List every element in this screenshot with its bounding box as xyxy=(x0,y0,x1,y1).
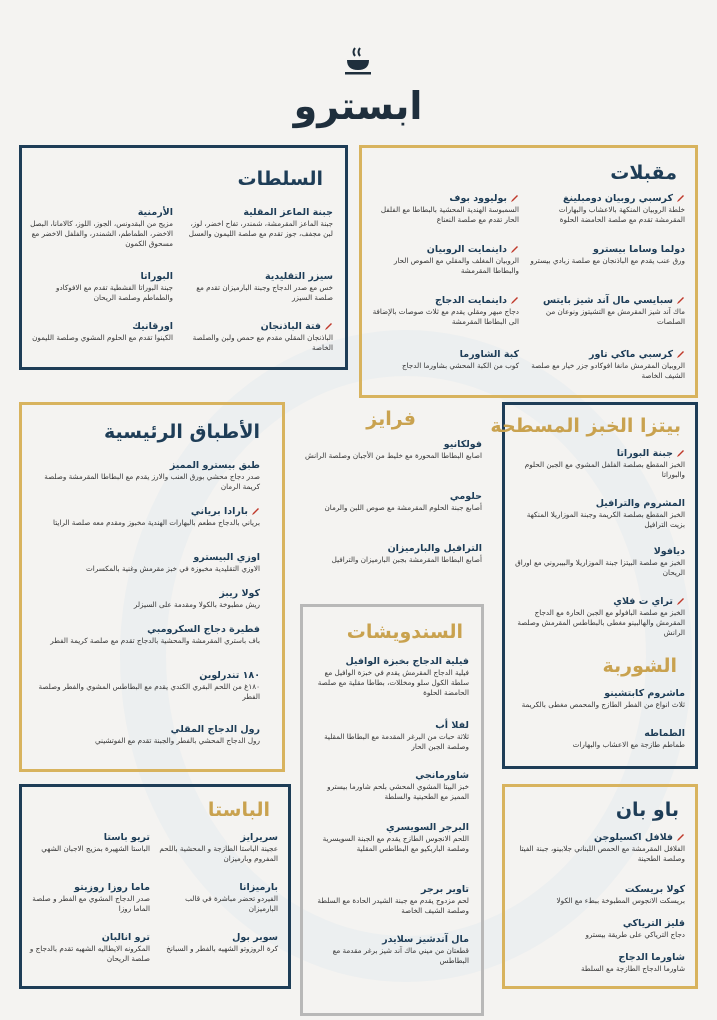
item-name-text: فلافل اكسيلوجن xyxy=(594,832,673,843)
item-desc: اصابع البطاطا المحورة مع خليط من الأجبان وصلصة الرانش xyxy=(304,451,482,460)
pencil-icon xyxy=(676,350,685,359)
menu-item xyxy=(511,883,685,906)
item-name xyxy=(511,595,685,608)
item-desc: بريسكت الانجوس المطبوخة ببطء مع الكولا xyxy=(556,896,685,905)
item-desc: الفلافل المقرمشة مع الحمص اللبناني جلابينو، جبنة الفيتا وصلصة الطحينة xyxy=(519,844,685,863)
item-name: ترو انالبان xyxy=(101,932,150,943)
menu-item xyxy=(32,505,260,528)
menu-item xyxy=(32,551,260,574)
item-desc: أصابع جبنة الحلوم المقرمشة مع صوص اللبن والرمان xyxy=(324,503,482,512)
item-desc: ماك آند شيز المقرمش مع التشيتوز ونوعان من الصلصات xyxy=(545,307,685,326)
fries-section xyxy=(294,402,494,592)
item-name: ١٨٠ تندرلوين xyxy=(199,670,260,681)
item-name: البرجر السويسري xyxy=(386,822,469,833)
item-desc: صدر الدجاج المشوي مع الفطر و صلصة الماما روزا xyxy=(32,894,150,913)
item-name-text: جبنة البوراتا xyxy=(616,448,673,459)
item-name: كولا ريبز xyxy=(219,588,260,599)
item-name: كولا بريسكت xyxy=(624,884,685,895)
pencil-icon xyxy=(251,507,260,516)
menu-item xyxy=(511,497,685,530)
brand-logo xyxy=(288,40,428,135)
menu-item xyxy=(511,727,685,750)
item-name: فيلية الدجاج بخبزة الوافيل xyxy=(345,656,469,667)
bawban-section xyxy=(502,784,698,989)
menu-item xyxy=(527,348,685,381)
item-desc: الفيردو تحضر مباشرة في قالب البارميزان xyxy=(185,894,278,913)
menu-item xyxy=(158,881,278,914)
item-name: طبق بيسترو المميز xyxy=(169,460,260,471)
item-name: الأرمنية xyxy=(137,207,173,218)
item-name: بارميزانا xyxy=(239,882,278,893)
item-desc: ١٨٠غ من اللحم البقري الكندي يقدم مع البطاطس المشوي والفطر وصلصة الفطر xyxy=(38,682,260,701)
item-desc: الخبز مع صلصة البافولو مع الجبن الحارة مع الدجاج المقرمش والهالبينو مغطى بالبطاطس المقرمش وصلصة الرانش xyxy=(517,608,685,637)
pencil-icon xyxy=(676,296,685,305)
item-name: جبنة الماعز المقلية xyxy=(243,207,333,218)
pencil-icon xyxy=(510,245,519,254)
menu-item xyxy=(511,917,685,940)
section-title: مقبلات xyxy=(610,162,677,184)
item-name: ماما روزا روزيتو xyxy=(74,882,150,893)
menu-item xyxy=(511,545,685,578)
menu-item xyxy=(158,931,278,954)
item-desc: الاوزي التقليدية مخبوزة في خبز مقرمش وغنية بالمكسرات xyxy=(86,564,260,573)
item-name-text: كرسبي روبيان دومبلينغ xyxy=(562,193,673,204)
item-desc: الخبز المقطع بصلصة الفلفل المشوي مع الجبن الحلوم والبوراتا xyxy=(524,460,685,479)
item-desc: فيلية الدجاج المقرمش يقدم في خبزة الوافيل مع سلطة الكول سلو ومخللات، بطاطا مقلية مع صلصة الحامضة الحلوة xyxy=(317,668,469,697)
item-name xyxy=(527,294,685,307)
item-desc: الروبيان المغلف والمقلي مع الصوص الحار والبطاطا المقرمشة xyxy=(393,256,519,275)
item-desc: دجاج الترياكي على طريقة بيسترو xyxy=(585,930,685,939)
pasta-section xyxy=(19,784,291,989)
item-name-text: داينمايت الروبيان xyxy=(426,244,507,255)
item-name xyxy=(367,294,519,307)
menu-item xyxy=(511,951,685,974)
item-desc: لحم مزدوج يقدم مع جبنة الشيدر الحادة مع السلطة وصلصة الشيف الخاصة xyxy=(317,896,469,915)
item-name-text: داينمايت الدجاج xyxy=(434,295,507,306)
sandwiches-section xyxy=(300,604,484,1016)
menu-item xyxy=(28,831,150,854)
pencil-icon xyxy=(676,597,685,606)
menu-item xyxy=(367,348,519,371)
menu-item xyxy=(309,883,469,916)
item-desc: دجاج مبهر ومقلي يقدم مع ثلاث صوصات بالإضافة الى البطاطا المقرمشة xyxy=(372,307,519,326)
item-desc: برياني بالدجاج مطعم بالبهارات الهندية مخبوز ومقدم معه صلصة الرايتا xyxy=(53,518,260,527)
menu-item xyxy=(28,881,150,914)
item-name: فولكانيو xyxy=(443,439,482,450)
item-name-text: تراي ت فلاي xyxy=(613,596,673,607)
menu-item xyxy=(309,821,469,854)
item-name: رول الدجاج المقلي xyxy=(170,724,260,735)
item-desc: خس مع صدر الدجاج وجبنة البارميزان تقدم مع صلصة السيزر xyxy=(196,283,333,302)
mains-section xyxy=(19,402,285,772)
item-name: تريو باستا xyxy=(103,832,150,843)
menu-item xyxy=(32,587,260,610)
item-name: حلومي xyxy=(449,491,482,502)
item-name: الطماطه xyxy=(644,728,685,739)
section-title: بيتزا الخبز المسطحة xyxy=(490,415,681,437)
item-name-text: بوليوود بوف xyxy=(449,193,507,204)
item-desc: المكرونه الايطاليه الشهيه تقدم بالدجاج و صلصة الريحان xyxy=(29,944,150,963)
item-name xyxy=(183,320,333,333)
section-title: باو بان xyxy=(615,799,679,821)
item-name: سيزر التقليدية xyxy=(264,271,333,282)
item-name xyxy=(511,447,685,460)
item-name: لفلا أب xyxy=(435,720,469,731)
menu-item xyxy=(302,542,482,565)
menu-item xyxy=(302,438,482,461)
menu-item xyxy=(158,831,278,864)
pencil-icon xyxy=(676,449,685,458)
menu-item xyxy=(511,595,685,638)
item-name xyxy=(367,192,519,205)
item-desc: الكينوا تقدم مع الحلوم المشوي وصلصة الليمون xyxy=(32,333,173,342)
menu-item xyxy=(183,320,333,353)
item-name: البوراتا xyxy=(140,271,173,282)
menu-item xyxy=(183,206,333,239)
menu-item xyxy=(32,723,260,746)
item-desc: خلطة الروبيان المنكهة بالاعشاب والبهارات المقرمشة تقدم مع صلصة الحامضة الحلوة xyxy=(558,205,685,224)
item-desc: ورق عنب يقدم مع الباذنجان مع صلصة زبادي بيسترو xyxy=(530,256,685,265)
menu-item xyxy=(309,655,469,698)
appetizers-section xyxy=(359,145,698,398)
item-name: شاورمانجي xyxy=(415,770,469,781)
pencil-icon xyxy=(324,322,333,331)
item-desc: الخبز المقطع بصلصة الكريمة وجبنة الموزاريلا المنكهة بزيت الترافيل xyxy=(526,510,685,529)
item-name: كبة الشاورما xyxy=(459,349,519,360)
item-name: اوزي البيسترو xyxy=(193,552,260,563)
item-name: قليز الترياكي xyxy=(622,918,685,929)
item-desc: كوب من الكبة المحشي بشاورما الدجاج xyxy=(401,361,519,370)
menu-item xyxy=(367,294,519,327)
menu-item xyxy=(183,270,333,303)
section-title: السلطات xyxy=(237,168,323,190)
item-desc: رول الدجاج المحشي بالفطر والجبنة تقدم مع الفوتشيني xyxy=(95,736,260,745)
item-name xyxy=(527,192,685,205)
item-name: المشروم والترافيل xyxy=(595,498,685,509)
item-desc: جبنة الماعز المقرمشة، شمندر، تفاح اخضر، لوز، لبن مجفف، جوز تقدم مع صلصة الليمون والعسل xyxy=(188,219,333,238)
menu-item xyxy=(309,719,469,752)
item-desc: الروبيان المقرمش مانغا افوكادو جزر خيار مع صلصة الشيف الخاصة xyxy=(531,361,685,380)
item-desc: أصابع البطاطا المقرمشة بجبن البارميزان والترافيل xyxy=(331,555,482,564)
menu-item xyxy=(511,687,685,710)
item-name: الترافيل والبارميزان xyxy=(387,543,482,554)
menu-item xyxy=(367,243,519,276)
menu-item xyxy=(527,243,685,266)
item-desc: ريش مطبوخة بالكولا ومقدمة على السيزلر xyxy=(133,600,260,609)
menu-item xyxy=(29,206,173,249)
item-desc: كرة الروزوتو الشهيه بالفطر و السبانخ xyxy=(166,944,278,953)
pizza-soup-section xyxy=(490,402,698,769)
item-desc: ثلاثة حبات من البرغر المقدمة مع البطاطا المقلية وصلصة الجبن الحار xyxy=(324,732,469,751)
menu-item xyxy=(28,931,150,964)
menu-item xyxy=(309,769,469,802)
item-desc: قطعتان من ميني ماك آند شيز برغر مقدمة مع البطاطس xyxy=(332,946,469,965)
menu-item xyxy=(32,669,260,702)
pencil-icon xyxy=(676,194,685,203)
coffee-cup-icon xyxy=(343,46,373,76)
item-desc: الباذنجان المقلي مقدم مع حمص ولبن والصلصة الخاصة xyxy=(192,333,333,352)
section-title: الباستا xyxy=(207,799,270,821)
menu-item xyxy=(511,447,685,480)
item-name: ديافولا xyxy=(653,546,685,557)
menu-item xyxy=(29,270,173,303)
item-desc: الخبز مع صلصة البيتزا جبنة الموزاريلا والبيبروني مع اوراق الريحان xyxy=(515,558,685,577)
item-desc: ثلاث انواع من الفطر الطازج والمحمص مغطى بالكريمة xyxy=(521,700,685,709)
item-desc: الباستا الشهيرة بمزيج الاجبان الشهي xyxy=(41,844,150,853)
item-name-text: فتة الباذنجان xyxy=(260,321,321,332)
item-name xyxy=(511,831,685,844)
menu-item xyxy=(527,192,685,225)
item-desc: عجينة الباستا الطازجة و المحشية باللحم المفروم وبارميزان xyxy=(159,844,278,863)
menu-item xyxy=(29,320,173,343)
item-name: ماشروم كابتشينو xyxy=(604,688,685,699)
brand-name: ابسترو xyxy=(293,84,423,128)
item-desc: جبنة البوراتا الفشطية تقدم مع الافوكادو والطماطم وصلصة الريحان xyxy=(55,283,173,302)
item-desc: اللحم الانجوس الطازج يقدم مع الجبنة السويسرية وصلصة الباربكيو مع البطاطس المقلية xyxy=(322,834,469,853)
pencil-icon xyxy=(676,833,685,842)
section-title: الأطباق الرئيسية xyxy=(103,421,260,443)
item-desc: طماطم طازجة مع الاعشاب والبهارات xyxy=(572,740,685,749)
pencil-icon xyxy=(510,194,519,203)
item-desc: خبز البيتا المشوي المحشي بلحم شاورما بيسترو المميز مع الطحينية والسلطة xyxy=(327,782,469,801)
menu-item xyxy=(302,490,482,513)
menu-item xyxy=(527,294,685,327)
menu-item xyxy=(32,623,260,646)
item-name: شاورما الدجاج xyxy=(618,952,685,963)
item-desc: باف باستري المقرمشة والمحشية بالدجاج تقدم مع صلصة كريمة الفطر xyxy=(50,636,260,645)
item-desc: السمبوسة الهندية المحشية بالبطاطا مع الفلفل الحار تقدم مع صلصة النعناع xyxy=(380,205,519,224)
menu-item xyxy=(309,933,469,966)
menu-item xyxy=(367,192,519,225)
menu-item xyxy=(511,831,685,864)
item-name-text: كرسبي ماكي تاور xyxy=(589,349,673,360)
item-name xyxy=(527,348,685,361)
section-title: فرايز xyxy=(366,408,416,430)
item-desc: صدر دجاج محشي بورق العنب والارز يقدم مع البطاطا المقرمشة وصلصة كريمة الرمان xyxy=(44,472,260,491)
item-desc: مزيج من البقدونس، الجوز، اللوز، كالامانا، البصل الاخضر، الطماطم، الشمندر، والفلفل الاخضر مع مسحوق الكمون xyxy=(30,219,173,248)
item-name xyxy=(32,505,260,518)
section-title: الشوربة xyxy=(602,655,677,677)
item-name: اورقانيك xyxy=(132,321,173,332)
item-name-text: بارادا برياني xyxy=(190,506,248,517)
item-name: مال آندشيز سلايدر xyxy=(382,934,469,945)
item-name: سوبر بول xyxy=(232,932,278,943)
menu-item xyxy=(32,459,260,492)
item-desc: شاورما الدجاج الطازجة مع السلطة xyxy=(580,964,685,973)
item-name xyxy=(367,243,519,256)
item-name: فطيرة دجاج السكرومبي xyxy=(147,624,260,635)
item-name: دولما وساما بيسترو xyxy=(593,244,685,255)
section-title: السندويشات xyxy=(346,621,463,643)
item-name: سريرايز xyxy=(240,832,278,843)
salads-section xyxy=(19,145,348,370)
pencil-icon xyxy=(510,296,519,305)
item-name-text: سبايسي مال آند شيز بايتس xyxy=(542,295,673,306)
item-name: تاوير برجر xyxy=(420,884,469,895)
